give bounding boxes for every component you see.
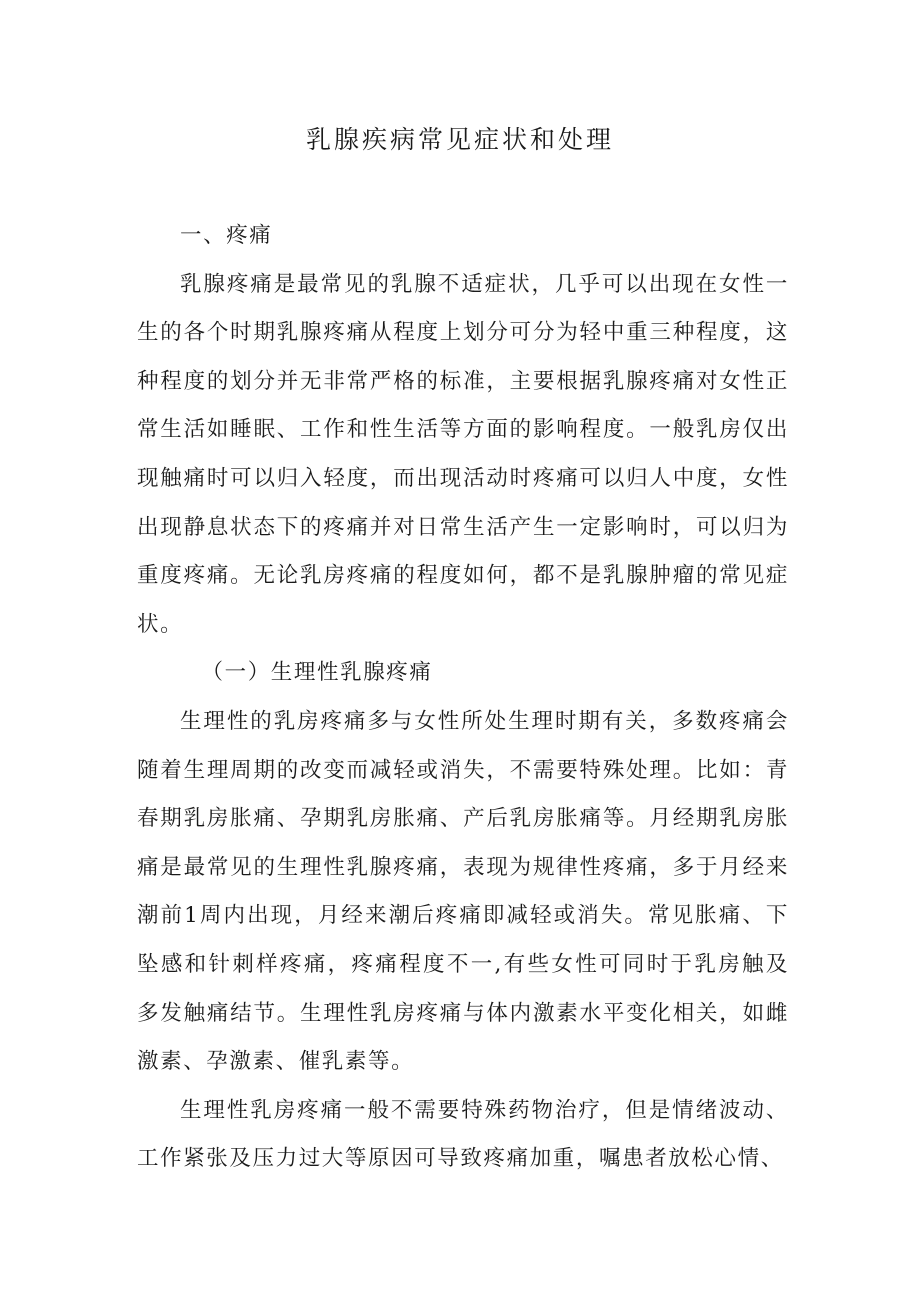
paragraph-pain-overview: 乳腺疼痛是最常见的乳腺不适症状，几乎可以出现在女性一生的各个时期乳腺疼痛从程度上划分可分为轻中重三种程度，这种程度的划分并无非常严格的标准，主要根据乳腺疼痛对女性正常生活如睡眠、工作和性生活等方面的影响程度。一般乳房仅出现触痛时可以归入轻度，而出现活动时疼痛可以归人中度，女性出现静息状态下的疼痛并对日常生活产生一定影响时，可以归为重度疼痛。无论乳房疼痛的程度如何，都不是乳腺肿瘤的常见症状。 xyxy=(137,271,789,637)
document-title: 乳腺疾病常见症状和处理 xyxy=(305,125,614,154)
paragraph-physiological-treatment: 生理性乳房疼痛一般不需要特殊药物治疗，但是情绪波动、工作紧张及压力过大等原因可导致疼痛加重，嘱患者放松心情、 xyxy=(137,1097,789,1172)
subsection-heading-physiological-pain: （一）生理性乳腺疼痛 xyxy=(201,660,433,686)
document-body xyxy=(137,212,789,1184)
section-heading-pain: 一、疼痛 xyxy=(180,223,273,248)
paragraph-physiological-pain: 生理性的乳房疼痛多与女性所处生理时期有关，多数疼痛会随着生理周期的改变而减轻或消失，不需要特殊处理。比如：青春期乳房胀痛、孕期乳房胀痛、产后乳房胀痛等。月经期乳房胀痛是最常见的生理性乳腺疼痛，表现为规律性疼痛，多于月经来潮前1周内出现，月经来潮后疼痛即减轻或消失。常见胀痛、下坠感和针刺样疼痛，疼痛程度不一,有些女性可同时于乳房触及多发触痛结节。生理性乳房疼痛与体内激素水平变化相关，如雌激素、孕激素、催乳素等。 xyxy=(137,708,789,1075)
